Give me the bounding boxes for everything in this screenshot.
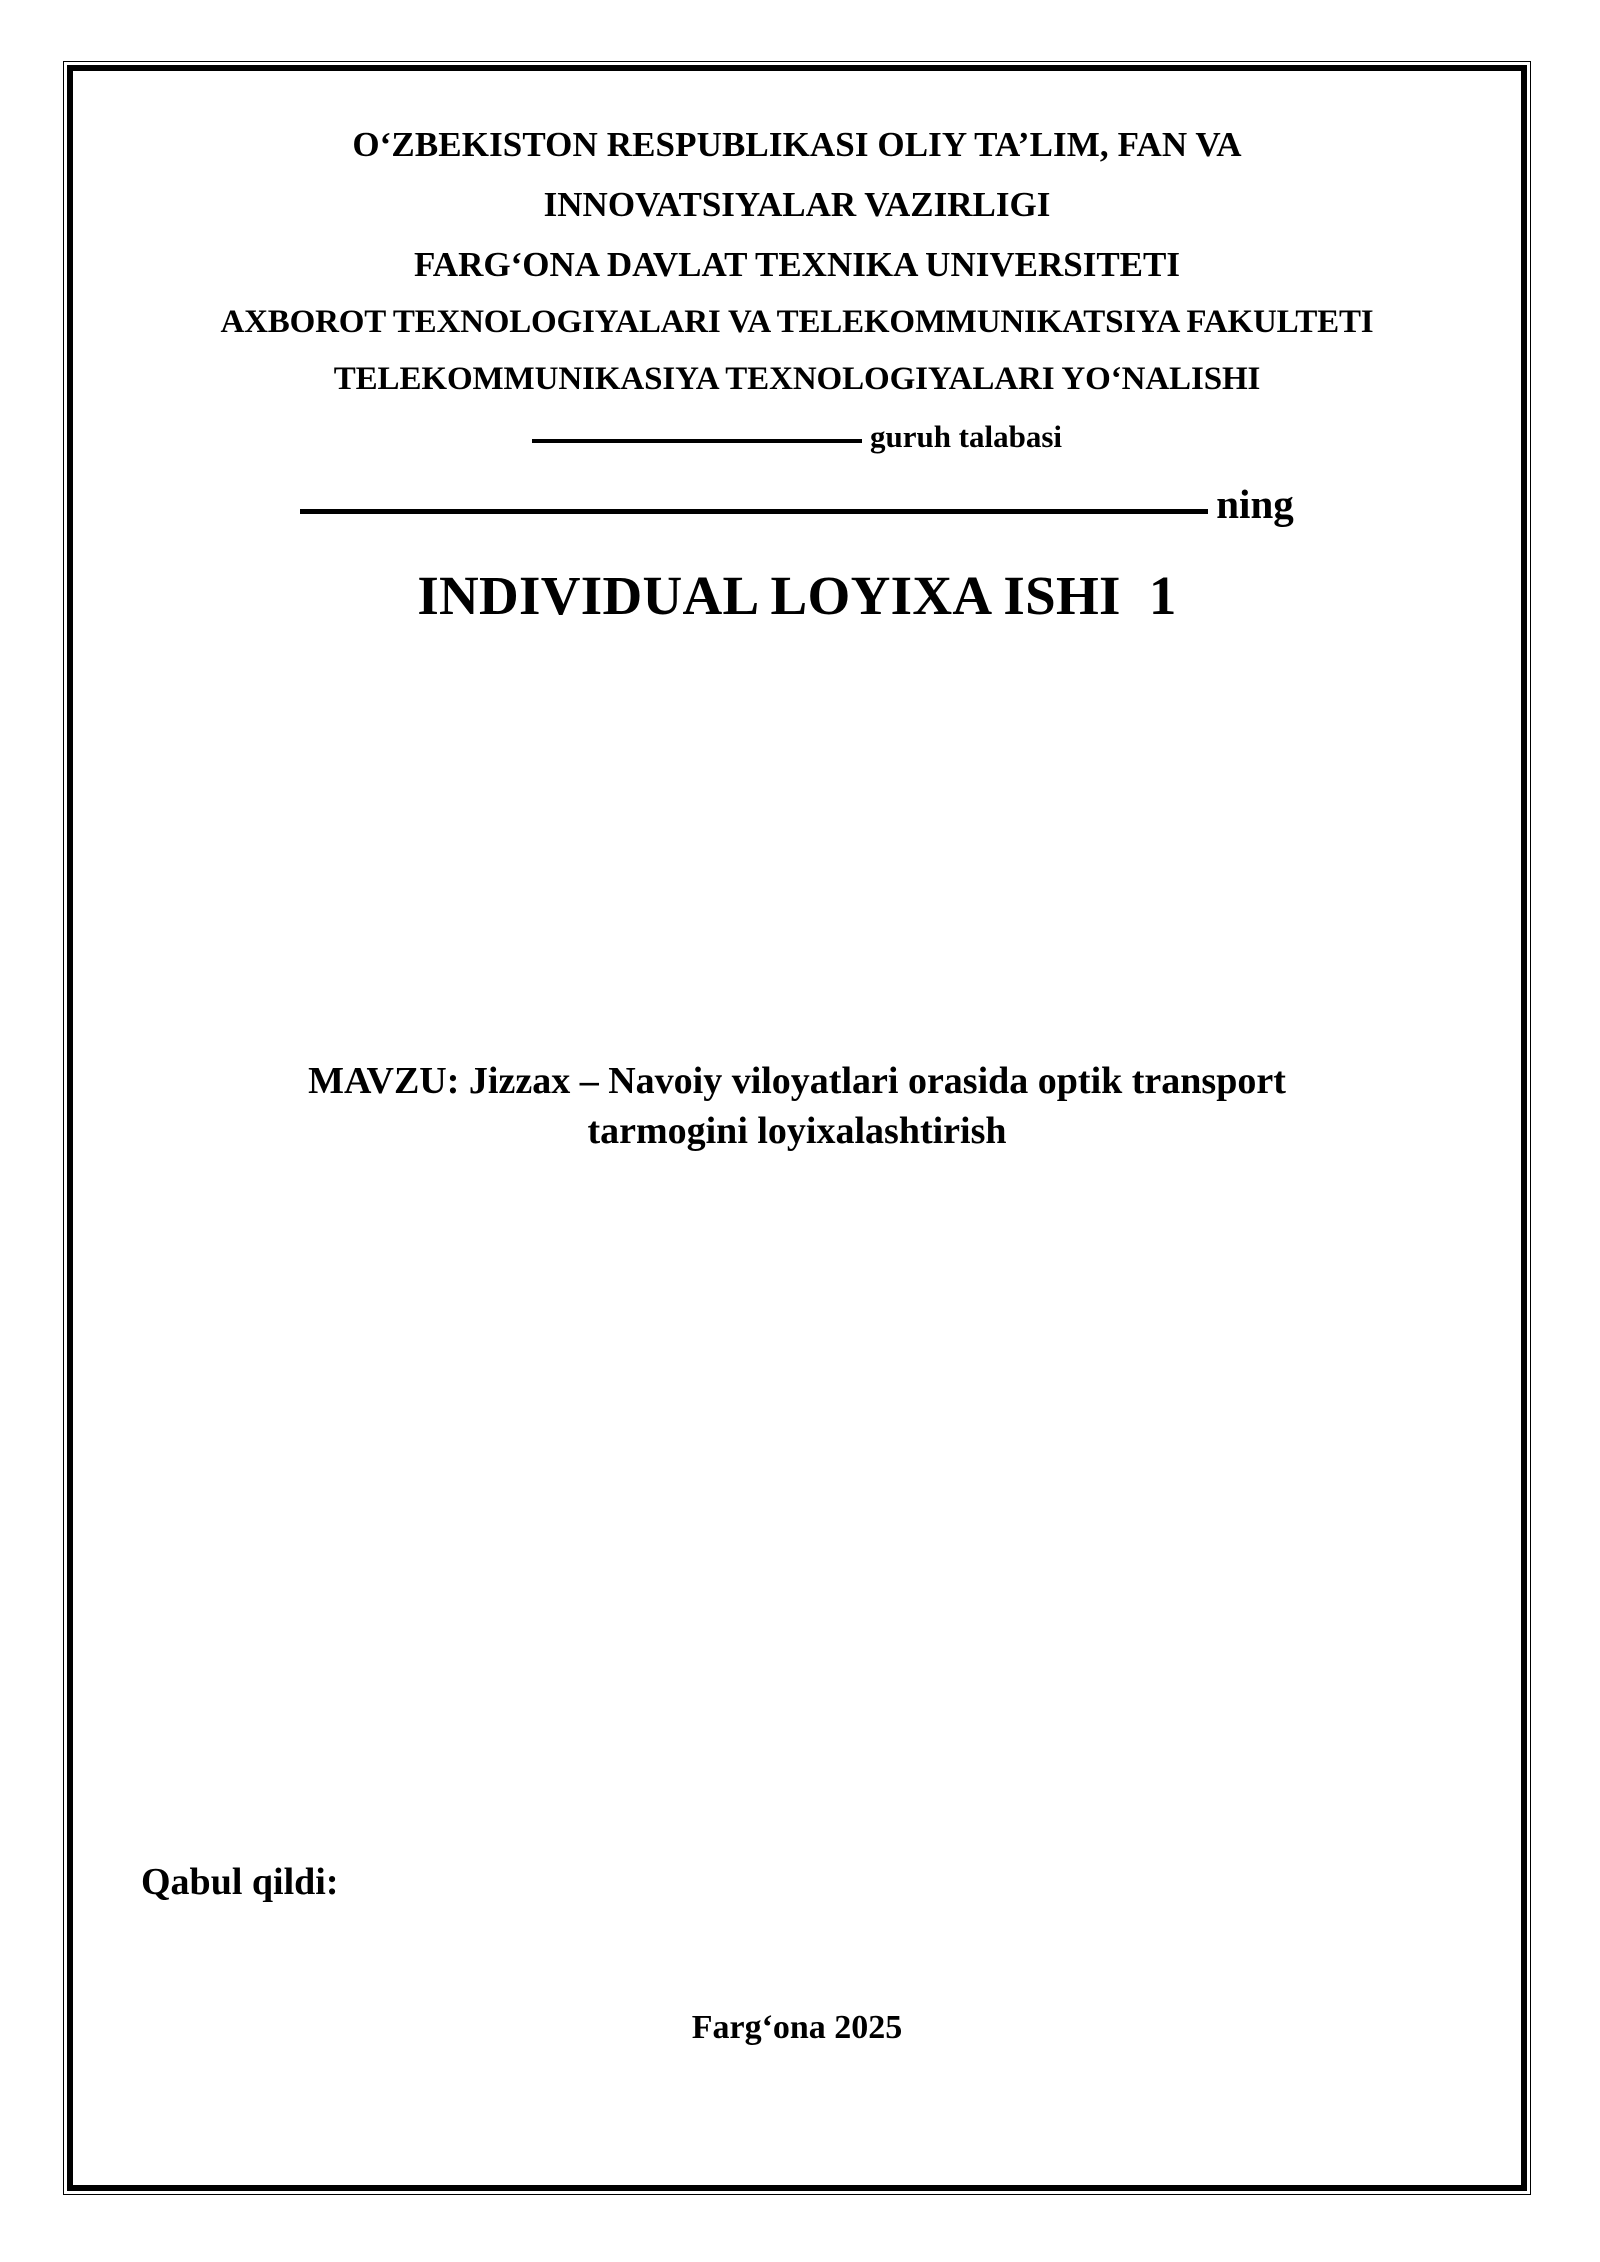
student-field-row [73, 480, 1521, 528]
page-border-inner [67, 65, 1527, 2191]
accepted-by-label: Qabul qildi: [141, 1861, 339, 1903]
university-name: FARG‘ONA DAVLAT TEXNIKA UNIVERSITETI [414, 245, 1180, 284]
student-name-blank[interactable] [300, 509, 1208, 514]
faculty-name: AXBOROT TEXNOLOGIYALARI VA TELEKOMMUNIKATSIYA FAKULTETI [220, 304, 1374, 340]
group-field-label: guruh talabasi [869, 419, 1063, 454]
topic-block [292, 1056, 1302, 1156]
student-field-label: ning [1216, 481, 1294, 527]
topic-line-2: tarmogini loyixalashtirish [587, 1110, 1007, 1153]
footer-city-year: Farg‘ona 2025 [691, 2009, 903, 2046]
program-name: TELEKOMMUNIKASIYA TEXNOLOGIYALARI YO‘NALISHI [333, 361, 1261, 397]
topic-line-1: MAVZU: Jizzax – Navoiy viloyatlari orasida optik transport [308, 1060, 1286, 1102]
cover-page-content [73, 71, 1521, 2185]
group-number-blank[interactable] [532, 439, 862, 443]
work-title: INDIVIDUAL LOYIXA ISHI 1 [417, 565, 1177, 626]
group-field-row [73, 419, 1521, 455]
page-border-frame [63, 61, 1531, 2195]
ministry-line-1: O‘ZBEKISTON RESPUBLIKASI OLIY TA’LIM, FAN VA [352, 125, 1242, 164]
ministry-line-2: INNOVATSIYALAR VAZIRLIGI [543, 185, 1051, 224]
